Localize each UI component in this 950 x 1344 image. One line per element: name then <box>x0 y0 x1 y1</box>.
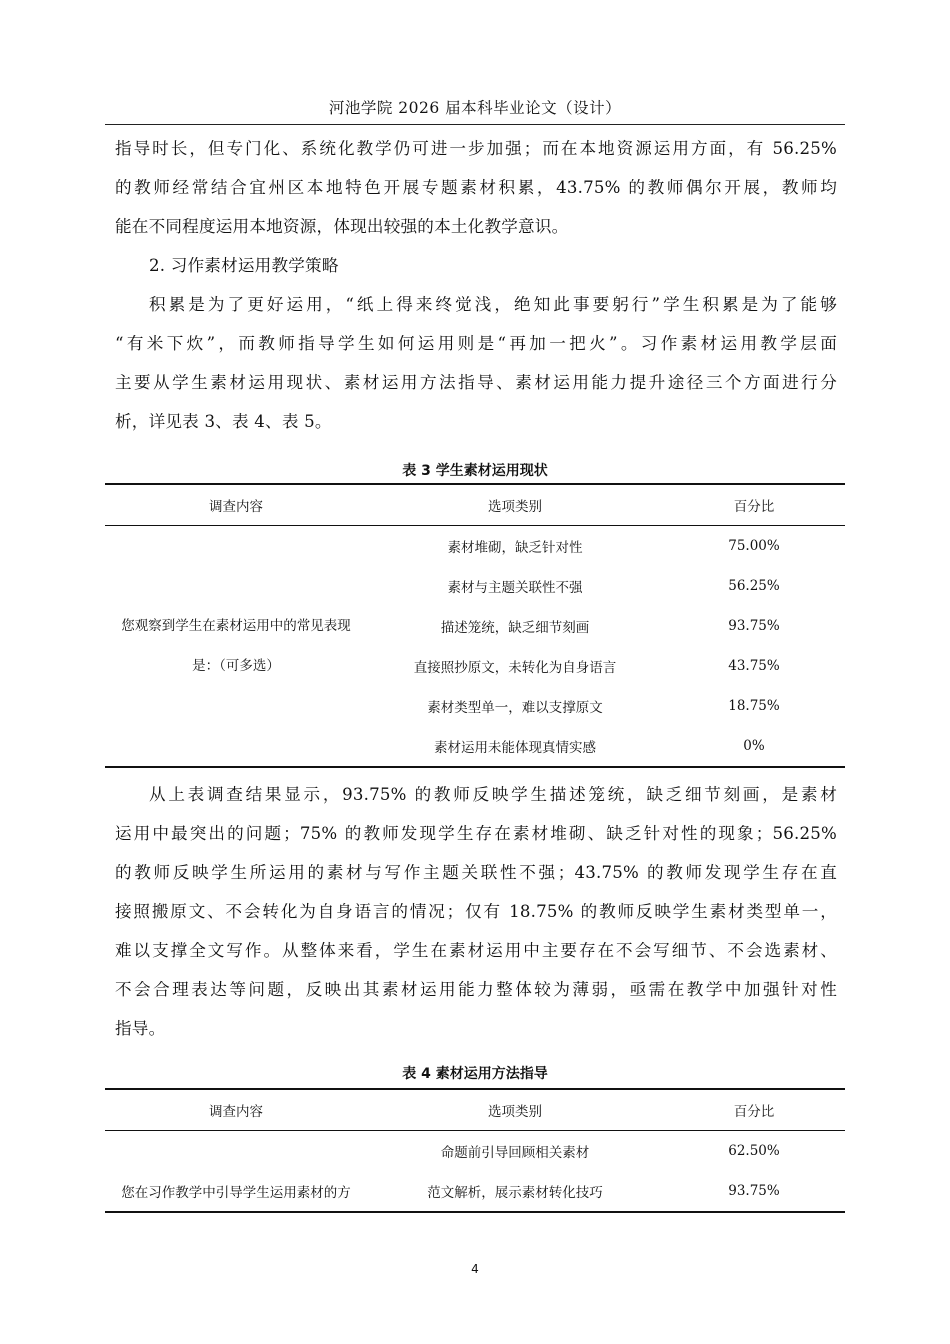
option-cell: 描述笼统，缺乏细节刻画 <box>440 620 590 636</box>
section-heading: 2. 习作素材运用教学策略 <box>149 256 339 275</box>
survey-question-cell <box>105 1131 367 1172</box>
header-rule <box>105 124 845 125</box>
percent-cell: 75.00% <box>728 538 780 554</box>
percent-cell: 43.75% <box>728 658 780 674</box>
survey-question-line: 是：（可多选） <box>192 658 280 674</box>
column-header-survey: 调查内容 <box>209 499 263 515</box>
table-header-row <box>105 1089 845 1131</box>
text-line: 不会合理表达等问题，反映出其素材运用能力整体较为薄弱，亟需在教学中加强针对性 <box>115 980 837 999</box>
section-heading-block <box>115 246 837 285</box>
table4 <box>105 1088 845 1213</box>
text-line: 接照搬原文、不会转化为自身语言的情况；仅有 18.75% 的教师反映学生素材类型单一， <box>115 902 837 921</box>
text-line: 能在不同程度运用本地资源，体现出较强的本土化教学意识。 <box>115 217 569 236</box>
option-cell: 范文解析，展示素材转化技巧 <box>427 1185 603 1201</box>
percent-cell: 93.75% <box>728 1183 780 1199</box>
percent-cell: 0% <box>743 738 765 754</box>
text-line: 运用中最突出的问题；75% 的教师发现学生存在素材堆砌、缺乏针对性的现象；56.25% <box>115 824 837 843</box>
text-line: 指导时长，但专门化、系统化教学仍可进一步加强；而在本地资源运用方面，有 56.25% <box>115 139 837 158</box>
text-line: 难以支撑全文写作。从整体来看，学生在素材运用中主要存在不会写细节、不会选素材、 <box>115 941 837 960</box>
table-header-row <box>105 484 845 526</box>
table-row <box>105 1171 845 1212</box>
column-header-survey: 调查内容 <box>209 1104 263 1120</box>
paragraph-continuation <box>115 129 837 246</box>
text-line: 的教师经常结合宜州区本地特色开展专题素材积累，43.75% 的教师偶尔开展，教师均 <box>115 178 837 197</box>
option-cell: 素材堆砌，缺乏针对性 <box>447 540 583 556</box>
table3 <box>105 483 845 768</box>
option-cell: 直接照抄原文，未转化为自身语言 <box>413 660 617 676</box>
column-header-percent: 百分比 <box>733 1104 775 1120</box>
table-row <box>105 1131 845 1172</box>
option-cell: 素材类型单一，难以支撑原文 <box>427 700 603 716</box>
text-line: 积累是为了更好运用，“纸上得来终觉浅，绝知此事要躬行”学生积累是为了能够 <box>149 295 837 314</box>
percent-cell: 93.75% <box>728 618 780 634</box>
text-line: 指导。 <box>115 1019 166 1038</box>
text-line: 的教师反映学生所运用的素材与写作主题关联性不强；43.75% 的教师发现学生存在直 <box>115 863 837 882</box>
percent-cell: 62.50% <box>728 1143 780 1159</box>
option-cell: 素材与主题关联性不强 <box>447 580 583 596</box>
text-line: 从上表调查结果显示，93.75% 的教师反映学生描述笼统，缺乏细节刻画，是素材 <box>149 785 837 804</box>
column-header-option: 选项类别 <box>488 499 542 515</box>
table-row <box>105 526 845 567</box>
column-header-option: 选项类别 <box>488 1104 542 1120</box>
survey-question-line: 您在习作教学中引导学生运用素材的方 <box>121 1185 351 1201</box>
page-number: 4 <box>471 1262 479 1276</box>
survey-question-cell <box>105 526 367 768</box>
text-line: 析，详见表 3、表 4、表 5。 <box>115 412 332 431</box>
column-header-percent: 百分比 <box>733 499 775 515</box>
percent-cell: 18.75% <box>728 698 780 714</box>
survey-question-line: 您观察到学生在素材运用中的常见表现 <box>121 618 351 634</box>
percent-cell: 56.25% <box>728 578 780 594</box>
option-cell: 命题前引导回顾相关素材 <box>440 1145 590 1161</box>
table4-caption: 表 4 素材运用方法指导 <box>402 1066 548 1082</box>
text-line: 主要从学生素材运用现状、素材运用方法指导、素材运用能力提升途径三个方面进行分 <box>115 373 837 392</box>
running-header: 河池学院 2026 届本科毕业论文（设计） <box>328 99 622 117</box>
table3-caption: 表 3 学生素材运用现状 <box>402 463 548 479</box>
text-line: “有米下炊”，而教师指导学生如何运用则是“再加一把火”。习作素材运用教学层面 <box>115 334 837 353</box>
paragraph-table3-analysis <box>115 775 837 1048</box>
paragraph-intro-strategy <box>115 285 837 441</box>
option-cell: 素材运用未能体现真情实感 <box>434 740 596 756</box>
